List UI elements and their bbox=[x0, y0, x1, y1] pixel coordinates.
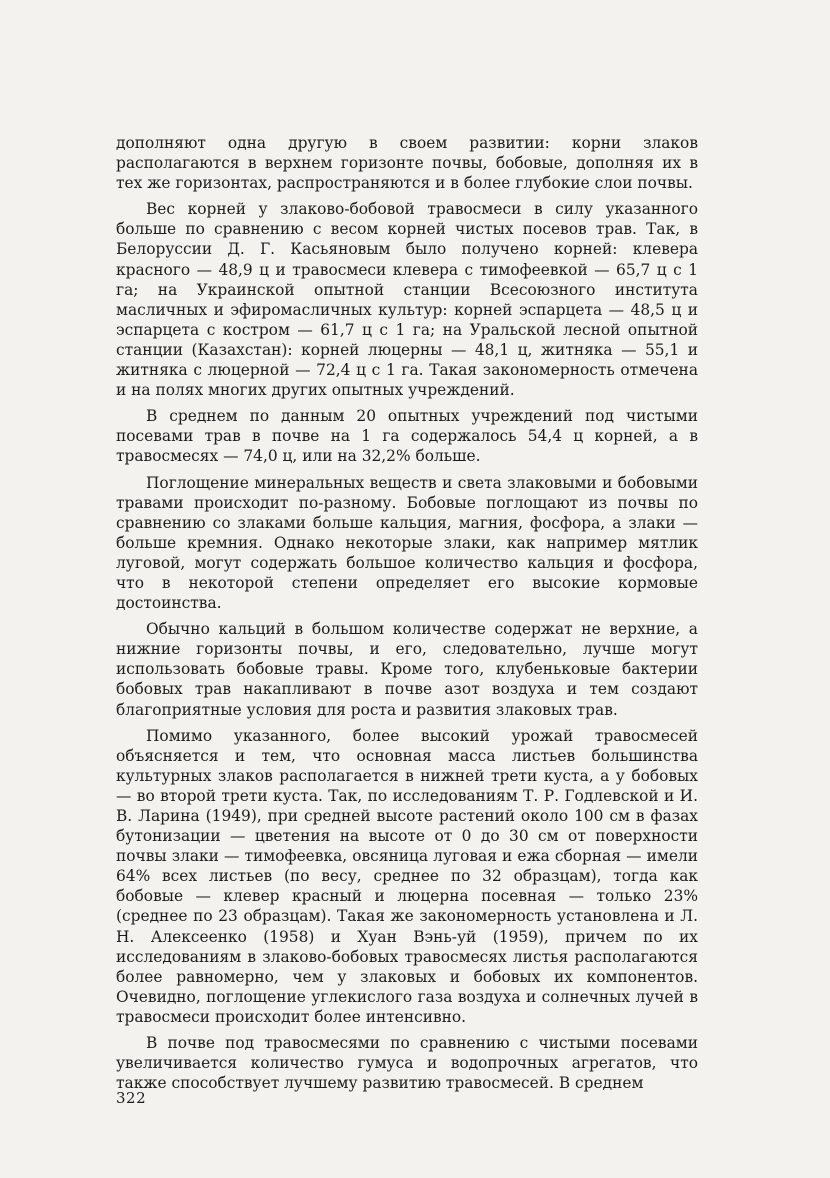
paragraph-1: дополняют одна другую в своем развитии: корни злаков располагаются в верхнем горизонте почвы, бобовые, дополняя их в тех же горизонтах, распространяются и в более глубокие слои почвы. bbox=[116, 134, 698, 193]
page-number: 322 bbox=[116, 1089, 147, 1107]
paragraph-5: Обычно кальций в большом количестве содержат не верхние, а нижние горизонты почвы, и его, следовательно, лучше могут использовать бобовые травы. Кроме того, клубеньковые бактерии бобовых трав накапливают в почве азот воздуха и тем создают благоприятные условия для роста и развития злаковых трав. bbox=[116, 620, 698, 719]
paragraph-2: Вес корней у злаково-бобовой травосмеси в силу указанного больше по сравнению с весом корней чистых посевов трав. Так, в Белоруссии Д. Г. Касьяновым было получено корней: клевера красного — 48,9 ц и травосмеси клевера с тимофеевкой — 65,7 ц с 1 га; на Украинской опытной станции Всесоюзного института масличных и эфиромасличных культур: корней эспарцета — 48,5 ц и эспарцета с костром — 61,7 ц с 1 га; на Уральской лесной опытной станции (Казахстан): корней люцерны — 48,1 ц, житняка — 55,1 и житняка с люцерной — 72,4 ц с 1 га. Такая закономерность отмечена и на полях многих других опытных учреждений. bbox=[116, 200, 698, 400]
paragraph-6: Помимо указанного, более высокий урожай травосмесей объясняется и тем, что основная масса листьев большинства культурных злаков располагается в нижней трети куста, а у бобовых — во второй трети куста. Так, по исследованиям Т. Р. Годлевской и И. В. Ларина (1949), при средней высоте растений около 100 см в фазах бутонизации — цветения на высоте от 0 до 30 см от поверхности почвы злаки — тимофеевка, овсяница луговая и ежа сборная — имели 64% всех листьев (по весу, среднее по 32 образцам), тогда как бобовые — клевер красный и люцерна посевная — только 23% (среднее по 23 образцам). Такая же закономерность установлена и Л. Н. Алексеенко (1958) и Хуан Вэнь-уй (1959), причем по их исследованиям в злаково-бобовых травосмесях листья располагаются более равномерно, чем у злаковых и бобовых их компонентов. Очевидно, поглощение углекислого газа воздуха и солнечных лучей в травосмеси происходит более интенсивно. bbox=[116, 726, 698, 1026]
page-text-block bbox=[116, 133, 698, 1093]
paragraph-4: Поглощение минеральных веществ и света злаковыми и бобовыми травами происходит по-разному. Бобовые поглощают из почвы по сравнению со злаками больше кальция, магния, фосфора, а злаки — больше кремния. Однако некоторые злаки, как например мятлик луговой, могут содержать большое количество кальция и фосфора, что в некоторой степени определяет его высокие кормовые достоинства. bbox=[116, 473, 698, 613]
paragraph-7: В почве под травосмесями по сравнению с чистыми посевами увеличивается количество гумуса и водопрочных агрегатов, что также способствует лучшему развитию травосмесей. В среднем bbox=[116, 1034, 698, 1093]
paragraph-3: В среднем по данным 20 опытных учреждений под чистыми посевами трав в почве на 1 га содержалось 54,4 ц корней, а в травосмесях — 74,0 ц, или на 32,2% больше. bbox=[116, 407, 698, 466]
